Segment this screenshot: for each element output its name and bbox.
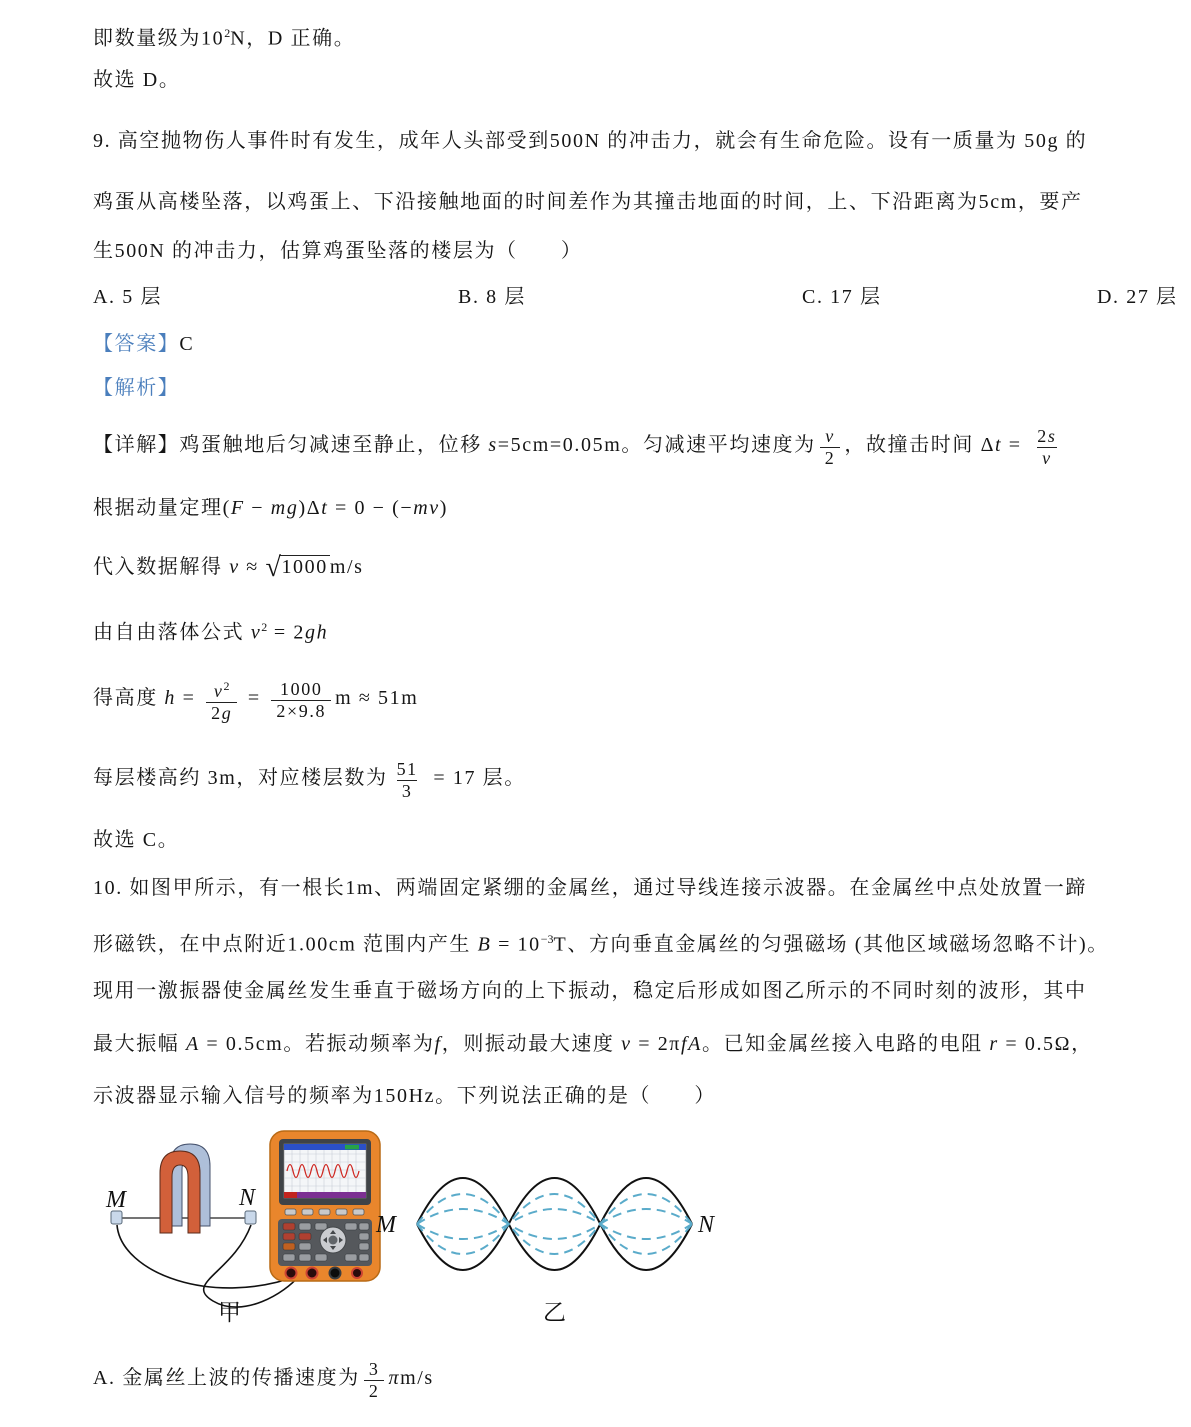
math-var: r xyxy=(989,1033,999,1055)
wave-label-m: M xyxy=(376,1212,396,1238)
math-op: = 2 xyxy=(267,621,305,644)
text-seg: T、方向垂直金属丝的匀强磁场 (其他区域磁场忽略不计)。 xyxy=(553,933,1109,956)
text-seg: 故选 D。 xyxy=(93,69,181,91)
oscilloscope xyxy=(270,1131,380,1281)
math-var: v xyxy=(213,681,224,702)
fraction-numerator: 1000 xyxy=(280,678,323,699)
analysis-label: 【解析】 xyxy=(93,377,180,399)
superscript: −3 xyxy=(540,932,554,946)
text-seg: 示波器显示输入信号的频率为150Hz。下列说法正确的是（ ） xyxy=(93,1085,716,1107)
figure-caption-jia: 甲 xyxy=(218,1300,241,1325)
screen-green-badge xyxy=(345,1145,359,1150)
math-op: = xyxy=(241,687,268,709)
q9-option-b: B. 8 层 xyxy=(458,286,526,308)
fraction-denominator: 2×9.8 xyxy=(271,700,331,722)
text-seg: 10. 如图甲所示，有一根长1m、两端固定紧绷的金属丝，通过导线连接示波器。在金属丝中点处放置一蹄 xyxy=(93,877,1087,899)
screen-red-tag xyxy=(284,1192,297,1198)
prev-answer-line-2 xyxy=(93,54,1191,106)
wave-envelope-top xyxy=(417,1178,692,1224)
text-seg: 现用一激振器使金属丝发生垂直于磁场方向的上下振动，稳定后形成如图乙所示的不同时刻的波形，其中 xyxy=(93,980,1087,1002)
fraction-numerator: v xyxy=(825,425,835,446)
text-seg: 鸡蛋触地后匀减速至静止，位移 xyxy=(179,434,489,456)
fraction-51-over-3 xyxy=(392,759,423,802)
oscilloscope-screen xyxy=(284,1144,366,1198)
text-seg: 。已知金属丝接入电路的电阻 xyxy=(701,1033,990,1055)
fraction-3-over-2 xyxy=(364,1359,385,1402)
text-seg: 生500N 的冲击力，估算鸡蛋坠落的楼层为（ ） xyxy=(93,240,583,262)
text-seg: A. 金属丝上波的传播速度为 xyxy=(93,1367,360,1389)
text-seg: ，则振动最大速度 xyxy=(441,1033,622,1055)
answer-label: 【答案】 xyxy=(93,333,180,355)
text-seg: m ≈ 51m xyxy=(335,687,419,709)
math-op: − xyxy=(244,497,271,519)
scope-dpad xyxy=(320,1227,346,1253)
text-seg: m/s xyxy=(329,556,364,578)
fraction-numerator xyxy=(1032,426,1061,447)
math-var: mv xyxy=(413,497,440,519)
q9-analysis-line xyxy=(93,366,1191,411)
q9-option-a: A. 5 层 xyxy=(93,286,163,308)
fraction-denominator: v xyxy=(1037,447,1057,469)
math-var: π xyxy=(388,1367,401,1389)
q9-detail-line-1 xyxy=(93,411,1191,479)
math-num: 2 xyxy=(1037,425,1048,446)
q9-detail-line-4 xyxy=(93,597,1191,657)
wire-label-m: M xyxy=(106,1187,126,1213)
text-seg: 即数量级为 xyxy=(93,27,201,50)
fraction-numerator xyxy=(209,676,235,702)
radical-sign: √ xyxy=(265,552,283,583)
q9-answer-line xyxy=(93,322,1191,366)
fraction-denominator: 2 xyxy=(820,447,841,469)
text-seg: 代入数据解得 xyxy=(93,556,230,578)
q10-stem-line-3 xyxy=(93,965,1191,1018)
math-var: t xyxy=(321,497,329,519)
math-var: g xyxy=(221,703,233,724)
wire-end-connector-right xyxy=(245,1211,256,1224)
figure-svg xyxy=(93,1123,753,1328)
wire-label-n: N xyxy=(239,1185,256,1211)
math-var: v xyxy=(229,556,240,578)
math-op: ≈ xyxy=(239,556,266,578)
fraction-v2-over-2g xyxy=(206,676,237,724)
detail-label: 【详解】 xyxy=(93,434,180,456)
math-var: s xyxy=(488,434,498,456)
q9-stem-line-3 xyxy=(93,229,1191,273)
fraction-denominator: 2 xyxy=(364,1380,385,1402)
math-op: Δ xyxy=(980,434,996,456)
wave-envelope-bottom xyxy=(417,1224,692,1270)
math-op: = xyxy=(1002,434,1029,456)
q10-stem-line-2 xyxy=(93,913,1191,965)
fraction-2s-over-v xyxy=(1032,426,1061,469)
math-op: ( xyxy=(222,497,231,519)
figure-caption-yi: 乙 xyxy=(543,1300,566,1325)
text-seg: 由自由落体公式 xyxy=(93,621,251,644)
q10-stem-line-5 xyxy=(93,1070,1191,1123)
q9-option-d: D. 27 层 xyxy=(1097,286,1178,308)
fraction-numerator: 3 xyxy=(368,1358,380,1379)
wave-intermediate-dashed xyxy=(417,1194,692,1254)
text-seg: 故选 C。 xyxy=(93,829,180,851)
q9-detail-line-2 xyxy=(93,479,1191,537)
prev-answer-line-1 xyxy=(93,12,1191,54)
text-seg: 9. 高空抛物伤人事件时有发生，成年人头部受到500N 的冲击力，就会有生命危险。设有一质量为 50g 的 xyxy=(93,130,1088,152)
math-var: v xyxy=(250,621,262,644)
math-var: gh xyxy=(304,621,329,644)
text-seg: 最大振幅 xyxy=(93,1033,186,1055)
math-op: ) xyxy=(439,497,449,519)
q9-stem-line-1 xyxy=(93,106,1191,176)
text-seg: 形磁铁，在中点附近1.00cm 范围内产生 xyxy=(93,933,478,956)
wave-label-n: N xyxy=(698,1212,715,1238)
superscript: 2 xyxy=(224,26,231,40)
math-var: s xyxy=(1047,425,1057,446)
math-var: f xyxy=(434,1033,442,1055)
q9-conclusion-line xyxy=(93,817,1191,863)
math-op: )Δ xyxy=(298,497,322,519)
text-seg: = 17 层。 xyxy=(426,767,526,789)
radicand: 1000 xyxy=(281,556,328,578)
q10-stem-line-4 xyxy=(93,1018,1191,1070)
math-op: = 10 xyxy=(491,933,541,956)
math-var: B xyxy=(477,933,492,956)
q10-figure xyxy=(93,1123,1191,1328)
text-seg: m/s xyxy=(400,1367,434,1389)
fraction-denominator: 3 xyxy=(397,780,418,802)
math-op: = 0 − (− xyxy=(328,497,414,519)
text-seg: 10 xyxy=(201,27,225,50)
superscript: 2 xyxy=(261,620,268,634)
text-seg: =5cm=0.05m。匀减速平均速度为 xyxy=(497,434,816,456)
answer-value: C xyxy=(179,333,195,355)
text-seg: N，D 正确。 xyxy=(230,27,356,50)
text-seg: 鸡蛋从高楼坠落，以鸡蛋上、下沿接触地面的时间差作为其撞击地面的时间，上、下沿距离为5cm，要产 xyxy=(93,191,1083,213)
q9-options-row xyxy=(93,273,1191,322)
text-seg: 每层楼高约 3m，对应楼层数为 xyxy=(93,767,388,789)
math-var: mg xyxy=(270,497,299,519)
horseshoe-magnet xyxy=(160,1144,210,1233)
math-var: h xyxy=(164,687,177,709)
text-seg: = 0.5Ω， xyxy=(998,1033,1093,1055)
math-op: = xyxy=(176,687,203,709)
fraction-denominator xyxy=(206,702,237,724)
q9-detail-line-5 xyxy=(93,657,1191,739)
q9-detail-line-6 xyxy=(93,739,1191,817)
q9-stem-line-2 xyxy=(93,176,1191,229)
math-var: F xyxy=(230,497,245,519)
text-seg: ，故撞击时间 xyxy=(844,434,981,456)
q10-stem-line-1 xyxy=(93,863,1191,913)
superscript: 2 xyxy=(223,679,230,694)
math-var: fA xyxy=(681,1033,702,1055)
q10-option-a-line xyxy=(93,1328,1191,1427)
standing-wave-diagram xyxy=(375,1178,716,1270)
math-var: t xyxy=(995,434,1003,456)
q9-option-c: C. 17 层 xyxy=(802,286,882,308)
fraction-numerator: 51 xyxy=(396,758,418,779)
fraction-v-over-2 xyxy=(820,426,841,469)
text-seg: 根据动量定理 xyxy=(93,497,223,519)
math-op: = 2π xyxy=(631,1033,681,1055)
math-var: A xyxy=(186,1033,200,1055)
math-var: v xyxy=(621,1033,632,1055)
text-seg: 得高度 xyxy=(93,687,165,709)
math-num: 2 xyxy=(211,703,222,724)
q9-detail-line-3 xyxy=(93,537,1191,597)
text-seg: = 0.5cm。若振动频率为 xyxy=(199,1033,435,1055)
fraction-1000-over-2x98 xyxy=(271,679,331,722)
